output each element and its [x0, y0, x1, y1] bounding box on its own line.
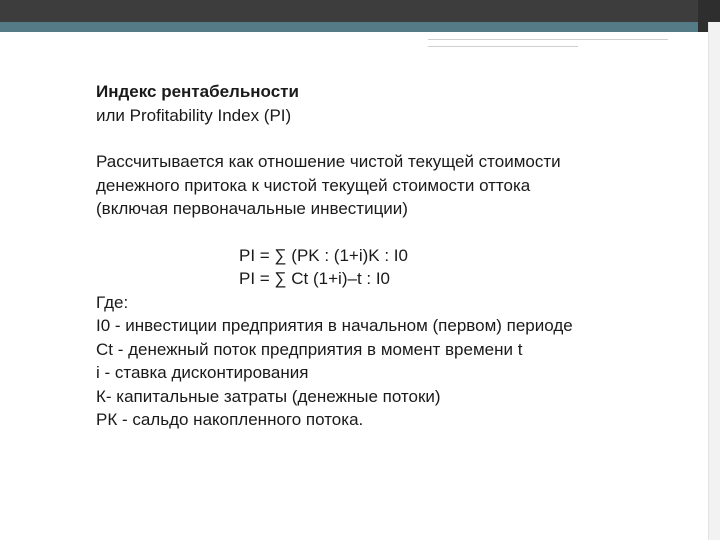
header-band-accent [0, 22, 720, 32]
spacer [96, 127, 686, 150]
description-line: Рассчитывается как отношение чистой текущей стоимости [96, 152, 561, 171]
decorative-rule-short [428, 46, 578, 47]
right-edge-strip [708, 22, 720, 540]
slide-body [96, 80, 686, 432]
legend-item: i - ставка дисконтирования [96, 363, 309, 382]
description-line: денежного притока к чистой текущей стоимости оттока [96, 175, 531, 195]
formula-line: PI = ∑ (PK : (1+i)K : I0 [239, 245, 408, 265]
slide-subtitle: или Profitability Index (PI) [96, 105, 292, 125]
header-band-dark [0, 0, 720, 22]
legend-item: РК - сальдо накопленного потока. [96, 410, 364, 429]
description-line: (включая первоначальные инвестиции) [96, 199, 408, 218]
spacer [96, 221, 686, 244]
formula-line: PI = ∑ Ct (1+i)–t : I0 [239, 269, 391, 288]
legend-item: К- капитальные затраты (денежные потоки) [96, 386, 441, 406]
slide-title: Индекс рентабельности [96, 82, 299, 101]
legend-item: I0 - инвестиции предприятия в начальном (первом) периоде [96, 316, 573, 335]
decorative-rule-long [428, 39, 668, 40]
legend-heading: Где: [96, 292, 129, 312]
legend-item: Ct - денежный поток предприятия в момент времени t [96, 339, 523, 359]
